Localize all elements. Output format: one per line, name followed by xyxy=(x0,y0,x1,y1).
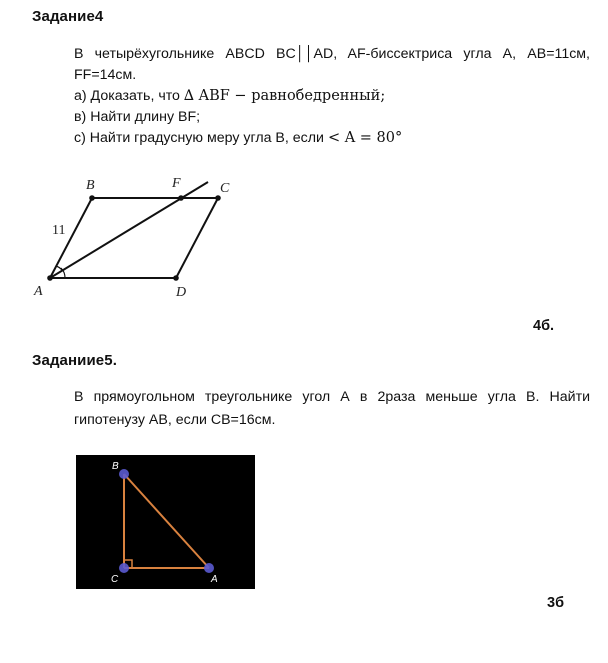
label-b: B xyxy=(86,178,95,193)
point-d xyxy=(173,275,179,281)
point-f xyxy=(178,195,184,201)
task4-heading: Задание4 xyxy=(32,8,104,25)
task4-item-a-math: ∆ ABF − равнобедренный; xyxy=(183,88,386,104)
label-d: D xyxy=(176,285,187,300)
task4-item-b: в) Найти длину BF; xyxy=(74,109,201,125)
point-a xyxy=(47,275,53,281)
task4-line2: FF=14см. xyxy=(74,67,137,83)
task5-line2: гипотенузу АВ, если СВ=16см. xyxy=(74,412,276,428)
task4-item-c-math: < A = 80° xyxy=(327,130,403,146)
label-b: B xyxy=(112,461,119,472)
vertex-a xyxy=(204,563,214,573)
right-triangle-figure xyxy=(76,455,255,589)
label-a: A xyxy=(34,284,43,299)
parallelogram-figure xyxy=(28,168,240,302)
point-c xyxy=(215,195,221,201)
task4-item-c-text: с) Найти градусную меру угла В, если xyxy=(74,130,324,146)
side-label-11: 11 xyxy=(52,223,66,238)
task4-statement xyxy=(74,44,590,149)
label-c: C xyxy=(220,181,230,196)
task4-line1: В четырёхугольнике ABCD BC││AD, AF-биссектриса угла А, АВ=11см, xyxy=(74,46,590,62)
task4-item-a-text: а) Доказать, что xyxy=(74,88,180,104)
task5-heading: Заданиие5. xyxy=(32,352,117,369)
label-f: F xyxy=(172,176,181,191)
task5-statement xyxy=(74,386,590,432)
vertex-c xyxy=(119,563,129,573)
point-b xyxy=(89,195,95,201)
task5-points: 3б xyxy=(547,595,565,611)
task4-points: 4б. xyxy=(533,318,555,334)
vertex-b xyxy=(119,469,129,479)
task5-line1: В прямоугольном треугольнике угол А в 2раза меньше угла В. Найти xyxy=(74,389,590,405)
task4-item-a xyxy=(74,86,590,107)
label-a: A xyxy=(211,574,218,585)
task4-item-c xyxy=(74,128,590,149)
label-c: C xyxy=(111,574,119,585)
